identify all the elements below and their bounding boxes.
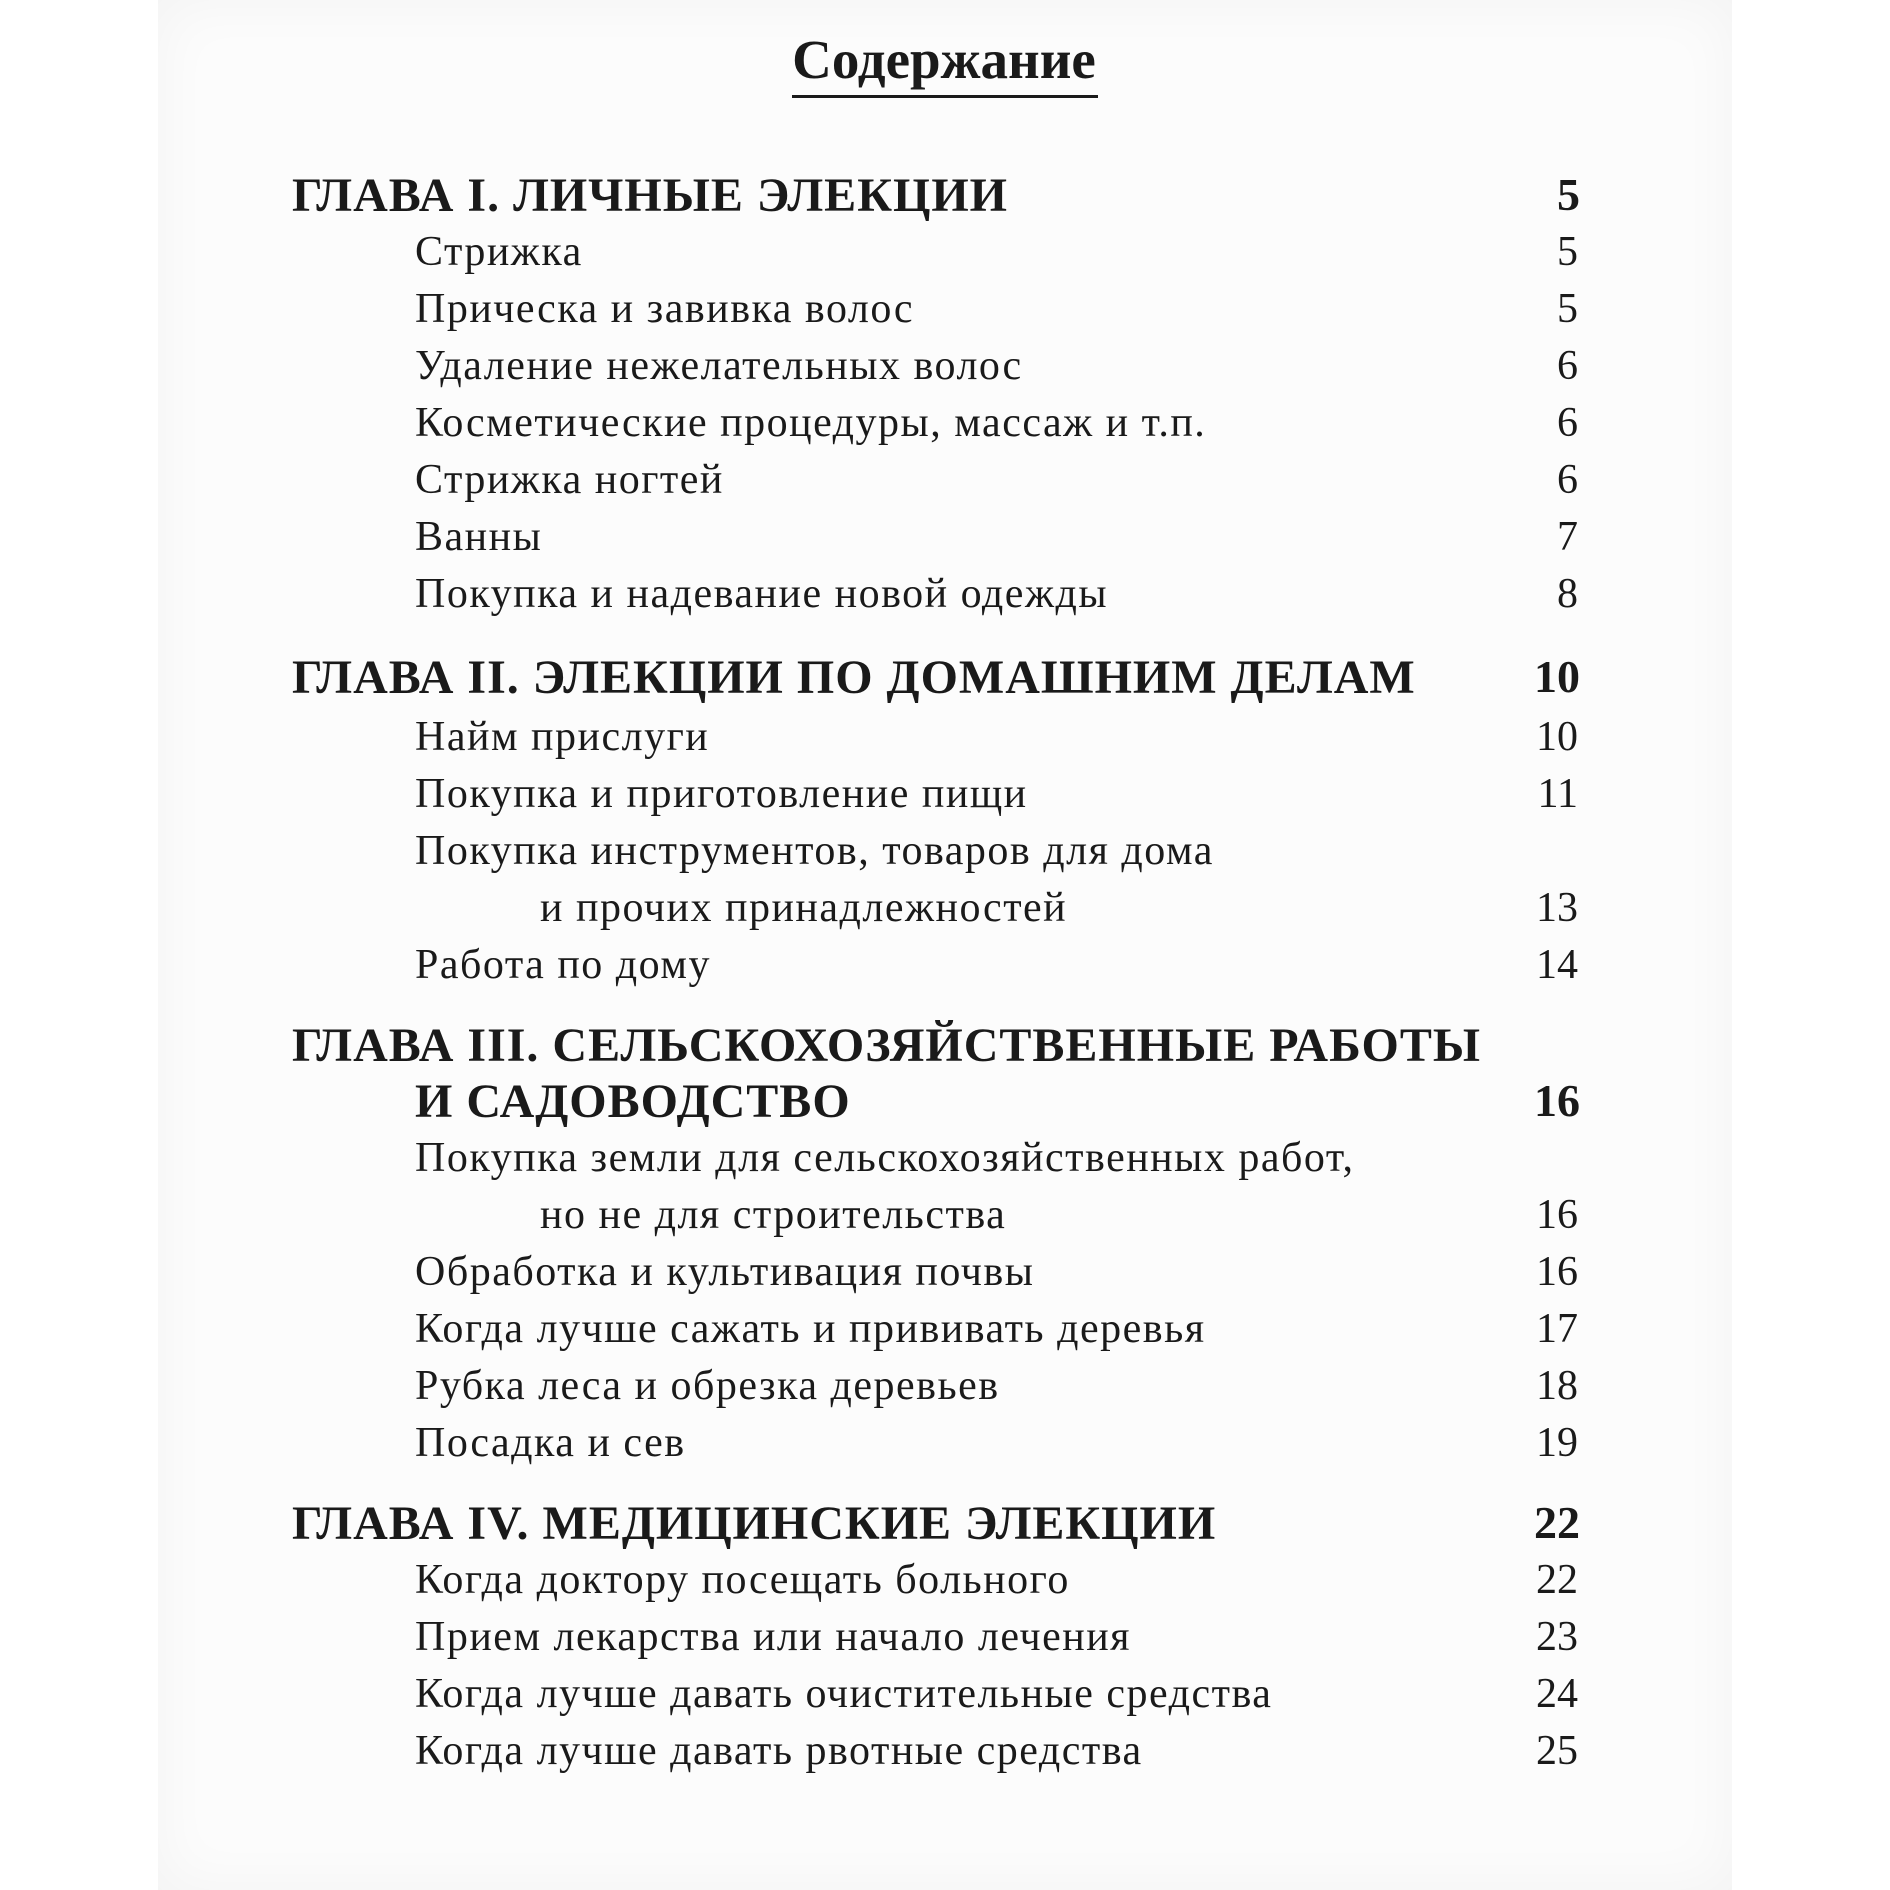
chapter-title: ГЛАВА II. ЭЛЕКЦИИ ПО ДОМАШНИМ ДЕЛАМ [292, 651, 1416, 704]
entry-title: Ванны [415, 514, 543, 560]
entry-title: Стрижка ногтей [415, 457, 724, 503]
page-title [0, 28, 1890, 98]
entry-page: 11 [1537, 771, 1578, 817]
entry-title: Прием лекарства или начало лечения [415, 1614, 1131, 1660]
chapter-page: 5 [1557, 169, 1580, 220]
entry-title: Найм прислуги [415, 714, 710, 760]
entry-title: Удаление нежелательных волос [415, 343, 1023, 389]
entry-page: 6 [1557, 457, 1578, 503]
entry-page: 14 [1536, 942, 1578, 988]
entry-page: 6 [1557, 343, 1578, 389]
chapter-page: 16 [1534, 1075, 1580, 1126]
entry-page: 22 [1536, 1557, 1578, 1603]
chapter-title-continuation: И САДОВОДСТВО [415, 1075, 851, 1128]
entry-title: Покупка и приготовление пищи [415, 771, 1028, 817]
entry-page: 10 [1536, 714, 1578, 760]
chapter-page: 10 [1534, 651, 1580, 702]
entry-page: 7 [1557, 514, 1578, 560]
entry-title-continuation: и прочих принадлежностей [540, 885, 1068, 931]
chapter-page: 22 [1534, 1497, 1580, 1548]
entry-title: Покупка земли для сельскохозяйственных работ, [415, 1135, 1355, 1181]
entry-title: Когда лучше сажать и прививать деревья [415, 1306, 1206, 1352]
entry-page: 19 [1536, 1420, 1578, 1466]
entry-title: Стрижка [415, 229, 583, 275]
entry-page: 24 [1536, 1671, 1578, 1717]
chapter-title: ГЛАВА I. ЛИЧНЫЕ ЭЛЕКЦИИ [292, 169, 1008, 222]
entry-page: 5 [1557, 229, 1578, 275]
entry-page: 18 [1536, 1363, 1578, 1409]
entry-title: Посадка и сев [415, 1420, 686, 1466]
entry-title: Покупка инструментов, товаров для дома [415, 828, 1214, 874]
entry-page: 8 [1557, 571, 1578, 617]
entry-title: Когда лучше давать рвотные средства [415, 1728, 1143, 1774]
entry-page: 16 [1536, 1249, 1578, 1295]
entry-page: 23 [1536, 1614, 1578, 1660]
entry-title: Когда лучше давать очистительные средства [415, 1671, 1273, 1717]
entry-page: 25 [1536, 1728, 1578, 1774]
page-title-text: Содержание [792, 31, 1098, 98]
entry-page: 13 [1536, 885, 1578, 931]
chapter-title: ГЛАВА IV. МЕДИЦИНСКИЕ ЭЛЕКЦИИ [292, 1497, 1217, 1550]
entry-title-continuation: но не для строительства [540, 1192, 1007, 1238]
entry-title: Покупка и надевание новой одежды [415, 571, 1109, 617]
chapter-title: ГЛАВА III. СЕЛЬСКОХОЗЯЙСТВЕННЫЕ РАБОТЫ [292, 1019, 1481, 1072]
entry-title: Работа по дому [415, 942, 711, 988]
entry-title: Рубка леса и обрезка деревьев [415, 1363, 1000, 1409]
entry-page: 16 [1536, 1192, 1578, 1238]
entry-title: Когда доктору посещать больного [415, 1557, 1070, 1603]
entry-page: 6 [1557, 400, 1578, 446]
entry-title: Прическа и завивка волос [415, 286, 915, 332]
entry-title: Косметические процедуры, массаж и т.п. [415, 400, 1207, 446]
entry-page: 5 [1557, 286, 1578, 332]
entry-page: 17 [1536, 1306, 1578, 1352]
book-page [158, 0, 1732, 1890]
entry-title: Обработка и культивация почвы [415, 1249, 1035, 1295]
